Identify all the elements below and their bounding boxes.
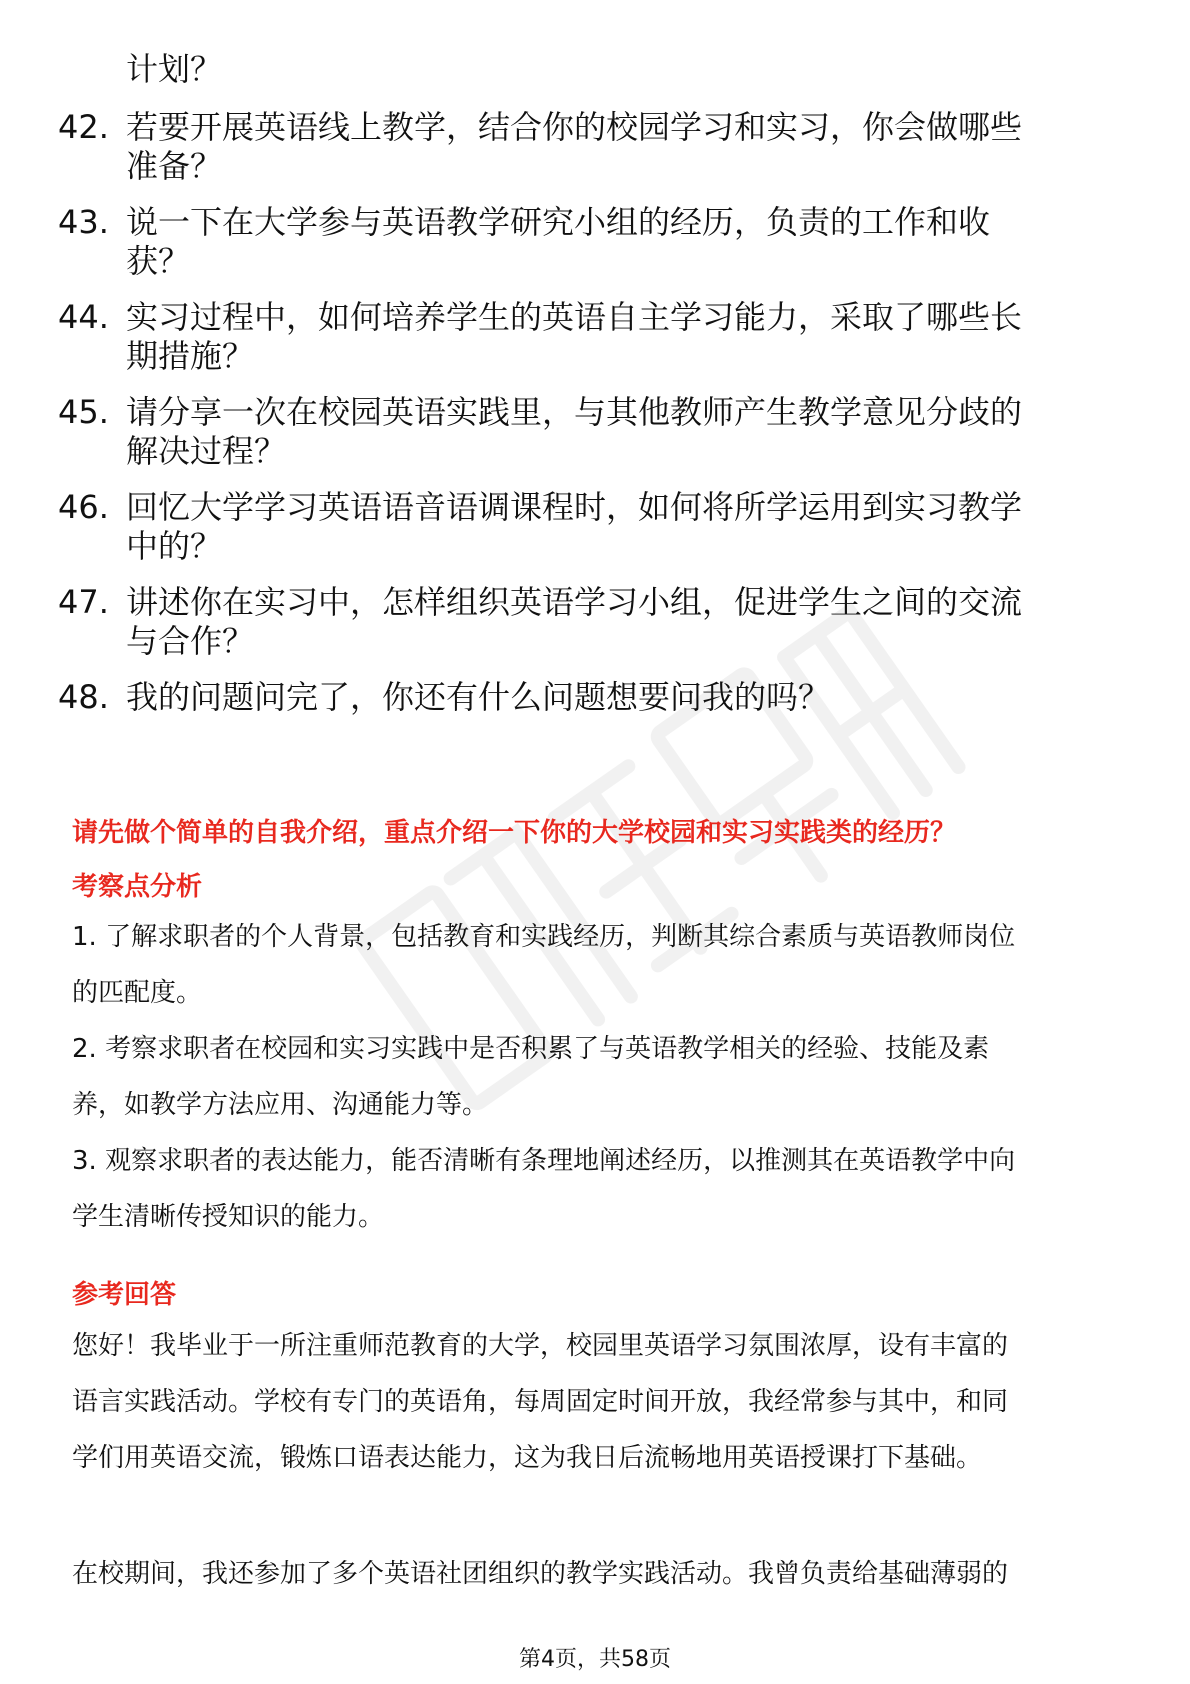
analysis-line: 1. 了解求职者的个人背景，包括教育和实践经历，判断其综合素质与英语教师岗位 xyxy=(72,922,1016,952)
question-number: 47. xyxy=(58,583,109,621)
question-text-line: 若要开展英语线上教学，结合你的校园学习和实习，你会做哪些 xyxy=(126,108,1023,146)
question-number: 48. xyxy=(58,678,109,716)
question-text-line: 讲述你在实习中，怎样组织英语学习小组，促进学生之间的交流 xyxy=(126,583,1023,621)
question-number: 44. xyxy=(58,298,109,336)
question-text-line: 请分享一次在校园英语实践里，与其他教师产生教学意见分歧的 xyxy=(126,393,1023,431)
question-number: 46. xyxy=(58,488,109,526)
featured-question: 请先做个简单的自我介绍，重点介绍一下你的大学校园和实习实践类的经历？ xyxy=(72,818,957,848)
question-text-line: 获？ xyxy=(126,242,191,280)
question-text-line: 解决过程？ xyxy=(126,432,287,470)
answer-line: 学们用英语交流，锻炼口语表达能力，这为我日后流畅地用英语授课打下基础。 xyxy=(72,1443,983,1473)
question-text-line: 回忆大学学习英语语音语调课程时，如何将所学运用到实习教学 xyxy=(126,488,1023,526)
analysis-line: 3. 观察求职者的表达能力，能否清晰有条理地阐述经历，以推测其在英语教学中向 xyxy=(72,1146,1016,1176)
question-text-line: 期措施？ xyxy=(126,337,255,375)
question-text-line: 准备？ xyxy=(126,147,223,185)
question-text-line: 说一下在大学参与英语教学研究小组的经历，负责的工作和收 xyxy=(126,203,991,241)
answer-line: 在校期间，我还参加了多个英语社团组织的教学实践活动。我曾负责给基础薄弱的 xyxy=(72,1559,1009,1589)
analysis-heading: 考察点分析 xyxy=(72,872,203,902)
page-number: 第4页，共58页 xyxy=(519,1647,671,1672)
question-text-line: 中的？ xyxy=(126,527,223,565)
analysis-line: 的匹配度。 xyxy=(72,978,203,1008)
question-text-line: 与合作？ xyxy=(126,622,255,660)
question-number: 42. xyxy=(58,108,109,146)
analysis-line: 学生清晰传授知识的能力。 xyxy=(72,1202,385,1232)
answer-line: 您好！我毕业于一所注重师范教育的大学，校园里英语学习氛围浓厚，设有丰富的 xyxy=(72,1331,1009,1361)
answer-heading: 参考回答 xyxy=(72,1280,177,1310)
question-text-line: 我的问题问完了，你还有什么问题想要问我的吗？ xyxy=(126,678,831,716)
question-number: 45. xyxy=(58,393,109,431)
answer-line: 语言实践活动。学校有专门的英语角，每周固定时间开放，我经常参与其中，和同 xyxy=(72,1387,1009,1417)
question-text-line: 计划？ xyxy=(126,50,223,88)
question-text-line: 实习过程中，如何培养学生的英语自主学习能力，采取了哪些长 xyxy=(126,298,1023,336)
analysis-line: 养，如教学方法应用、沟通能力等。 xyxy=(72,1090,489,1120)
analysis-line: 2. 考察求职者在校园和实习实践中是否积累了与英语教学相关的经验、技能及素 xyxy=(72,1034,990,1064)
question-number: 43. xyxy=(58,203,109,241)
